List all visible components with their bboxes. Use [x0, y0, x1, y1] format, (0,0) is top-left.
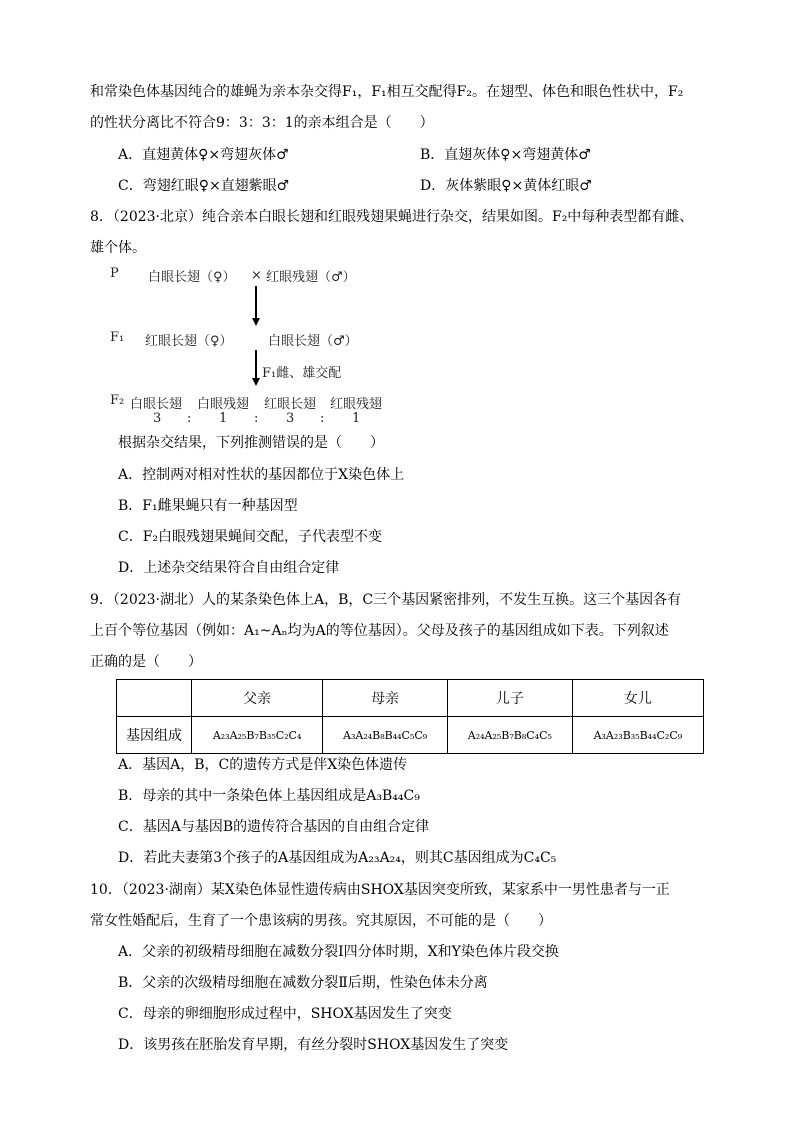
q9-option-a: A．基因A，B，C的遗传方式是伴X染色体遗传 [118, 757, 408, 773]
p-generation-label: P [110, 266, 119, 281]
f2-ratio-separator: : [320, 411, 325, 426]
q8-option-c: C．F₂白眼残翅果蝇间交配，子代表型不变 [118, 529, 383, 545]
f2-ratio-separator: : [187, 411, 192, 426]
table-row-label: 基因组成 [117, 717, 192, 754]
arrow-p-to-f1 [255, 286, 257, 320]
table-cell-daughter: A₃A₂₃B₃₅B₄₄C₂C₉ [572, 717, 703, 754]
table-header-mother: 母亲 [323, 680, 448, 717]
table-header-daughter: 女儿 [572, 680, 703, 717]
q8-text-line1: 8．（2023·北京）纯合亲本白眼长翅和红眼残翅果蝇进行杂交，结果如图。F₂中每种表型都有雌、 [90, 209, 694, 225]
q10-option-b: B．父亲的次级精母细胞在减数分裂Ⅱ后期，性染色体未分离 [118, 975, 488, 991]
table-cell-son: A₂₄A₂₅B₇B₈C₄C₅ [447, 717, 572, 754]
f1-mating-note: F₁雌、雄交配 [262, 366, 342, 381]
f2-phenotype-1: 白眼长翅 [130, 397, 183, 412]
q7-option-c: C．弯翅红眼♀×直翅紫眼♂ [118, 178, 290, 194]
f1-generation-label: F₁ [110, 330, 125, 345]
q8-text-line2: 雄个体。 [90, 240, 146, 256]
q8-option-d: D．上述杂交结果符合自由组合定律 [118, 560, 340, 576]
q10-text-line1: 10．（2023·湖南）某X染色体显性遗传病由SHOX基因突变所致，某家系中一男性患者与一正 [90, 882, 670, 898]
table-row [117, 717, 704, 754]
q9-option-c: C．基因A与基因B的遗传符合基因的自由组合定律 [118, 819, 430, 835]
q7-text-line1: 和常染色体基因纯合的雄蝇为亲本杂交得F₁，F₁相互交配得F₂。在翅型、体色和眼色性状中，F₂ [90, 84, 684, 100]
gene-table [116, 679, 704, 754]
table-cell-father: A₂₃A₂₅B₇B₃₅C₂C₄ [192, 717, 323, 754]
q7-option-b: B．直翅灰体♀×弯翅黄体♂ [420, 147, 591, 163]
q8-option-a: A．控制两对相对性状的基因都位于X染色体上 [118, 467, 405, 483]
f2-ratio-value: 1 [352, 411, 361, 426]
f2-phenotype-2: 白眼残翅 [197, 397, 250, 412]
q7-option-d: D．灰体紫眼♀×黄体红眼♂ [420, 178, 592, 194]
q8-stem: 根据杂交结果，下列推测错误的是（ ） [118, 435, 384, 451]
table-header-empty [117, 680, 192, 717]
table-header-row [117, 680, 704, 717]
q10-text-line2: 常女性婚配后，生育了一个患该病的男孩。究其原因，不可能的是（ ） [90, 913, 552, 929]
f2-ratio-value: 3 [286, 411, 295, 426]
f2-ratio-value: 3 [153, 411, 162, 426]
arrow-head-icon [252, 318, 260, 326]
f2-ratio-value: 1 [219, 411, 228, 426]
q10-option-a: A．父亲的初级精母细胞在减数分裂Ⅰ四分体时期，X和Y染色体片段交换 [118, 944, 559, 960]
f2-generation-label: F₂ [110, 393, 125, 408]
f2-phenotype-3: 红眼长翅 [264, 397, 317, 412]
q9-text-line3: 正确的是（ ） [90, 654, 202, 670]
p-male-phenotype: 红眼残翅（♂） [266, 270, 356, 285]
q9-text-line1: 9．（2023·湖北）人的某条染色体上A，B，C三个基因紧密排列，不发生互换。这三个基因各有 [90, 592, 682, 608]
q10-option-c: C．母亲的卵细胞形成过程中，SHOX基因发生了突变 [118, 1006, 452, 1022]
f1-male-phenotype: 白眼长翅（♂） [268, 334, 358, 349]
cross-symbol: × [251, 268, 262, 283]
f2-phenotype-4: 红眼残翅 [330, 397, 383, 412]
q8-option-b: B．F₁雌果蝇只有一种基因型 [118, 498, 298, 514]
arrow-f1-to-f2 [255, 350, 257, 380]
q7-text-line2: 的性状分离比不符合9：3：3：1的亲本组合是（ ） [90, 115, 434, 131]
table-header-father: 父亲 [192, 680, 323, 717]
q7-option-a: A．直翅黄体♀×弯翅灰体♂ [118, 147, 289, 163]
f2-ratio-separator: : [254, 411, 259, 426]
q9-text-line2: 上百个等位基因（例如：A₁~Aₙ均为A的等位基因）。父母及孩子的基因组成如下表。下列叙述 [90, 623, 669, 639]
table-header-son: 儿子 [447, 680, 572, 717]
f1-female-phenotype: 红眼长翅（♀） [145, 334, 233, 349]
p-female-phenotype: 白眼长翅（♀） [148, 270, 236, 285]
q9-option-b: B．母亲的其中一条染色体上基因组成是A₃B₄₄C₉ [118, 788, 420, 804]
q10-option-d: D．该男孩在胚胎发育早期，有丝分裂时SHOX基因发生了突变 [118, 1037, 509, 1053]
arrow-head-icon [252, 378, 260, 386]
table-cell-mother: A₃A₂₄B₈B₄₄C₅C₉ [323, 717, 448, 754]
q9-option-d: D．若此夫妻第3个孩子的A基因组成为A₂₃A₂₄，则其C基因组成为C₄C₅ [118, 850, 557, 866]
